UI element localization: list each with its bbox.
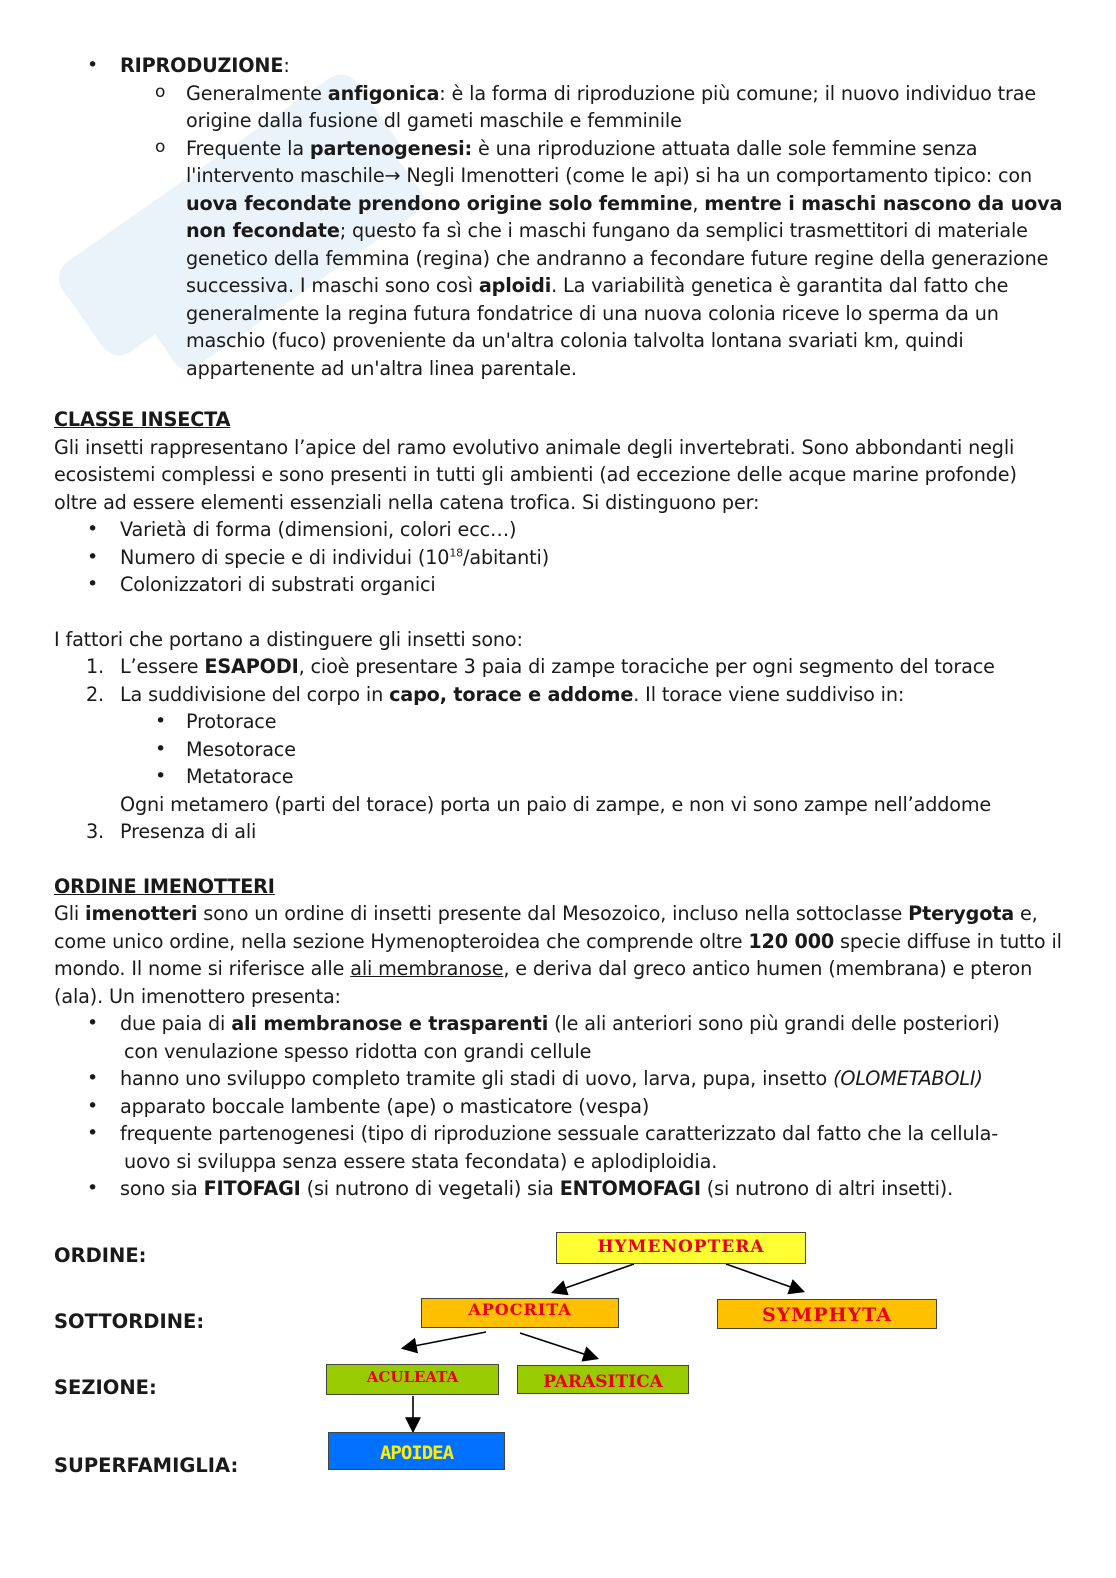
torace-list xyxy=(54,708,1064,791)
factors-intro: I fattori che portano a distinguere gli insetti sono: xyxy=(54,627,523,651)
rank-sezione: SEZIONE: xyxy=(54,1376,157,1399)
arrow-to-parasitica xyxy=(520,1333,596,1358)
taxonomy-diagram xyxy=(0,1220,1116,1500)
riproduzione-sublist xyxy=(54,80,1064,383)
arrow-to-symphyta xyxy=(726,1264,802,1291)
partenogenesi-item: o Frequente la partenogenesi: è una riproduzione attuata dalle sole femmine senza l'intervento maschile→ Negli Imenotteri (come le api) si ha un comportamento tipico: con uova fecondate prendono origine solo femmine, mentre i maschi nascono da uova non fecondate; questo fa sì che i maschi fungano da semplici trasmettitori di materiale genetico della femmina (regina) che andranno a fecondare future regine della generazione successiva. I maschi sono così aploidi. La variabilità genetica è garantita dal fatto che generalmente la regina futura fondatrice di una nuova colonia riceve lo sperma da un maschio (fuco) proveniente da un'altra colonia talvolta lontana svariati km, quindi appartenente ad un'altra linea parentale. xyxy=(54,135,1064,383)
imenotteri-trait: • sono sia FITOFAGI (si nutrono di vegetali) sia ENTOMOFAGI (si nutrono di altri insetti). xyxy=(54,1175,1064,1203)
factor-item: 2. La suddivisione del corpo in capo, torace e addome. Il torace viene suddiviso in: • Protorace • Mesotorace • Metatorace Ogni metamero (parti del torace) porta un paio di zampe, e non vi sono zampe nell’addome xyxy=(54,681,1064,819)
imenotteri-trait: • apparato boccale lambente (ape) o masticatore (vespa) xyxy=(54,1093,1064,1121)
riproduzione-item: • RIPRODUZIONE: o Generalmente anfigonica: è la forma di riproduzione più comune; il nuovo individuo trae origine dalla fusione dl gameti maschile e femminile o Frequente la partenogenesi: è una riproduzione attuata dalle sole femmine senza l'intervento maschile→ Negli Imenotteri (come le api) si ha un comportamento tipico: con uova fecondate prendono origine solo femmine, mentre i maschi nascono da uova non fecondate; questo fa sì che i maschi fungano da semplici trasmettitori di materiale genetico della femmina (regina) che andranno a fecondare future regine della generazione successiva. I maschi sono così aploidi. La variabilità genetica è garantita dal fatto che generalmente la regina futura fondatrice di una nuova colonia riceve lo sperma da un maschio (fuco) proveniente da un'altra colonia talvolta lontana svariati km, quindi appartenente ad un'altra linea parentale. xyxy=(54,52,1064,382)
rank-ordine: ORDINE: xyxy=(54,1244,147,1267)
arrow-to-aculeata xyxy=(404,1332,486,1348)
factor-item: 1. L’essere ESAPODI, cioè presentare 3 paia di zampe toraciche per ogni segmento del torace xyxy=(86,655,995,678)
taxon-symphyta: SYMPHYTA xyxy=(717,1299,937,1329)
rank-sottordine: SOTTORDINE: xyxy=(54,1310,205,1333)
taxon-apoidea: APOIDEA xyxy=(328,1432,505,1470)
anfigonica-item: o Generalmente anfigonica: è la forma di riproduzione più comune; il nuovo individuo trae origine dalla fusione dl gameti maschile e femminile xyxy=(54,80,1064,135)
insecta-heading: CLASSE INSECTA xyxy=(54,408,231,431)
riproduzione-list xyxy=(54,52,1064,382)
imenotteri-trait: • due paia di ali membranose e trasparenti (le ali anteriori sono più grandi delle posteriori) con venulazione spesso ridotta con grandi cellule xyxy=(54,1010,1064,1065)
taxon-aculeata: ACULEATA xyxy=(326,1364,499,1395)
insecta-trait: • Varietà di forma (dimensioni, colori ecc…) xyxy=(54,516,1064,544)
imenotteri-traits-list xyxy=(54,1010,1064,1203)
riproduzione-title: RIPRODUZIONE xyxy=(120,54,284,77)
insecta-intro: Gli insetti rappresentano l’apice del ramo evolutivo animale degli invertebrati. Sono abbondanti negli ecosistemi complessi e sono presenti in tutti gli ambienti (ad eccezione delle acque marine profonde) oltre ad essere elementi essenziali nella catena trofica. Si distinguono per: xyxy=(54,435,1017,514)
arrow-to-apocrita xyxy=(554,1264,634,1292)
document-body xyxy=(54,52,1064,1203)
taxon-hymenoptera: HYMENOPTERA xyxy=(556,1232,806,1264)
imenotteri-trait: • frequente partenogenesi (tipo di riproduzione sessuale caratterizzato dal fatto che la cellula- uovo si sviluppa senza essere stata fecondata) e aplodiploidia. xyxy=(54,1120,1064,1175)
torace-part: • Mesotorace xyxy=(54,736,1064,764)
factor-item: 3. Presenza di ali xyxy=(86,820,257,843)
imenotteri-trait: • hanno uno sviluppo completo tramite gli stadi di uovo, larva, pupa, insetto (OLOMETABOLI) xyxy=(54,1065,1064,1093)
taxon-apocrita: APOCRITA xyxy=(421,1298,619,1328)
metamero-note: Ogni metamero (parti del torace) porta un paio di zampe, e non vi sono zampe nell’addome xyxy=(120,792,992,816)
insecta-trait: • Colonizzatori di substrati organici xyxy=(54,571,1064,599)
imenotteri-intro: Gli imenotteri sono un ordine di insetti presente dal Mesozoico, incluso nella sottoclasse Pterygota e, come unico ordine, nella sezione Hymenopteroidea che comprende oltre 120 000 specie diffuse in tutto il mondo. Il nome si riferisce alle ali membranose, e deriva dal greco antico humen (membrana) e pteron (ala). Un imenottero presenta: xyxy=(54,902,1062,1008)
imenotteri-heading: ORDINE IMENOTTERI xyxy=(54,874,275,898)
rank-superfamiglia: SUPERFAMIGLIA: xyxy=(54,1454,239,1477)
insecta-traits-list xyxy=(54,516,1064,599)
insecta-trait: • Numero di specie e di individui $(10^{18}/abitanti)$ xyxy=(54,544,1064,572)
factors-list xyxy=(54,653,1064,846)
torace-part: • Protorace xyxy=(54,708,1064,736)
torace-part: • Metatorace xyxy=(54,763,1064,791)
taxon-parasitica: PARASITICA xyxy=(517,1365,689,1394)
